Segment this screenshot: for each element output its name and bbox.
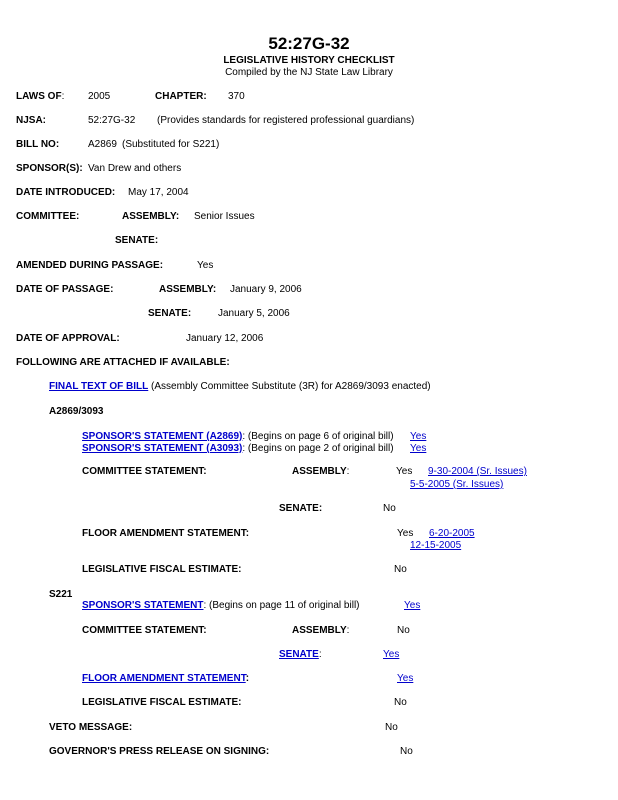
a2869-sponsor-statement-row — [82, 431, 394, 443]
s221-floor-amendment-link[interactable]: FLOOR AMENDMENT STATEMENT — [82, 673, 246, 684]
passage-assembly-value: January 9, 2006 — [230, 284, 302, 295]
bill-no-note: (Substituted for S221) — [122, 139, 220, 150]
laws-of-colon: : — [61, 91, 65, 102]
a3093-sponsor-statement-row — [82, 443, 394, 455]
date-of-approval-label: DATE OF APPROVAL: — [16, 333, 120, 344]
final-text-link[interactable]: FINAL TEXT OF BILL — [49, 381, 149, 392]
a3093-sponsor-statement-yes-link[interactable]: Yes — [410, 443, 427, 454]
committee-senate-label: SENATE: — [115, 235, 159, 246]
a2869-floor-amendment-value: Yes — [397, 528, 414, 539]
njsa-label: NJSA: — [16, 115, 47, 126]
final-text-row — [49, 381, 431, 393]
a2869-committee-assembly-value: Yes — [396, 466, 413, 477]
s221-committee-assembly-label: ASSEMBLY — [292, 625, 347, 636]
chapter-label: CHAPTER: — [155, 91, 207, 102]
a2869-fiscal-estimate-label: LEGISLATIVE FISCAL ESTIMATE: — [82, 564, 242, 575]
committee-assembly-label: ASSEMBLY: — [122, 211, 180, 222]
a2869-heading: A2869/3093 — [49, 406, 104, 417]
compiled-by: Compiled by the NJ State Law Library — [225, 67, 393, 78]
date-of-passage-label: DATE OF PASSAGE: — [16, 284, 114, 295]
committee-label: COMMITTEE: — [16, 211, 80, 222]
a3093-sponsor-statement-link[interactable]: SPONSOR'S STATEMENT (A3093) — [82, 443, 243, 454]
a2869-fiscal-estimate-value: No — [394, 564, 407, 575]
veto-message-value: No — [385, 722, 398, 733]
amended-value: Yes — [197, 260, 214, 271]
a2869-committee-senate-label: SENATE: — [279, 503, 323, 514]
a2869-sponsor-statement-yes-link[interactable]: Yes — [410, 431, 427, 442]
s221-committee-assembly-colon: : — [346, 625, 350, 636]
veto-message-label: VETO MESSAGE: — [49, 722, 133, 733]
chapter-value: 370 — [228, 91, 245, 102]
a2869-committee-assembly-label: ASSEMBLY — [292, 466, 347, 477]
amended-label: AMENDED DURING PASSAGE: — [16, 260, 164, 271]
committee-assembly-value: Senior Issues — [194, 211, 255, 222]
page-title: 52:27G-32 — [268, 34, 350, 53]
njsa-value: 52:27G-32 — [88, 115, 136, 126]
bill-no-value: A2869 — [88, 139, 117, 150]
s221-heading: S221 — [49, 589, 73, 600]
sponsors-value: Van Drew and others — [88, 163, 182, 174]
final-text-note: (Assembly Committee Substitute (3R) for A2869/3093 enacted) — [151, 381, 431, 392]
s221-floor-amendment-row — [82, 673, 249, 685]
a2869-sponsor-statement-link[interactable]: SPONSOR'S STATEMENT (A2869) — [82, 431, 243, 442]
laws-of-value: 2005 — [88, 91, 111, 102]
attachments-heading: FOLLOWING ARE ATTACHED IF AVAILABLE: — [16, 357, 230, 368]
a2869-committee-assembly — [292, 466, 349, 478]
laws-of-label: LAWS OF — [16, 91, 62, 102]
s221-committee-senate-colon: : — [318, 649, 322, 660]
a2869-sponsor-statement-text: : (Begins on page 6 of original bill) — [242, 431, 394, 442]
s221-sponsor-statement-yes-link[interactable]: Yes — [404, 600, 421, 611]
sponsors-label: SPONSOR(S): — [16, 163, 83, 174]
laws-of-row — [16, 91, 64, 103]
a2869-committee-senate-value: No — [383, 503, 396, 514]
governor-press-release-label: GOVERNOR'S PRESS RELEASE ON SIGNING: — [49, 746, 270, 757]
a2869-committee-statement-label: COMMITTEE STATEMENT: — [82, 466, 207, 477]
s221-committee-assembly-value: No — [397, 625, 410, 636]
s221-sponsor-statement-row — [82, 600, 360, 612]
date-introduced-value: May 17, 2004 — [128, 187, 189, 198]
s221-floor-amendment-colon: : — [245, 673, 250, 684]
bill-no-label: BILL NO: — [16, 139, 60, 150]
governor-press-release-value: No — [400, 746, 413, 757]
floor-amendment-link-1[interactable]: 6-20-2005 — [429, 528, 475, 539]
s221-fiscal-estimate-value: No — [394, 697, 407, 708]
s221-committee-senate-yes-link[interactable]: Yes — [383, 649, 400, 660]
s221-fiscal-estimate-label: LEGISLATIVE FISCAL ESTIMATE: — [82, 697, 242, 708]
s221-floor-amendment-yes-link[interactable]: Yes — [397, 673, 414, 684]
date-of-approval-value: January 12, 2006 — [186, 333, 264, 344]
a2869-floor-amendment-label: FLOOR AMENDMENT STATEMENT: — [82, 528, 250, 539]
committee-statement-link-2[interactable]: 5-5-2005 (Sr. Issues) — [410, 479, 504, 490]
s221-committee-assembly — [292, 625, 349, 637]
floor-amendment-link-2[interactable]: 12-15-2005 — [410, 540, 462, 551]
passage-senate-value: January 5, 2006 — [218, 308, 290, 319]
s221-committee-statement-label: COMMITTEE STATEMENT: — [82, 625, 207, 636]
checklist-subtitle: LEGISLATIVE HISTORY CHECKLIST — [223, 55, 395, 66]
passage-assembly-label: ASSEMBLY: — [159, 284, 217, 295]
a3093-sponsor-statement-text: : (Begins on page 2 of original bill) — [242, 443, 394, 454]
s221-committee-senate-link[interactable]: SENATE — [279, 649, 319, 660]
s221-sponsor-statement-text: : (Begins on page 11 of original bill) — [203, 600, 360, 611]
a2869-committee-assembly-colon: : — [346, 466, 350, 477]
s221-committee-senate — [279, 649, 322, 661]
njsa-description: (Provides standards for registered professional guardians) — [157, 115, 415, 126]
passage-senate-label: SENATE: — [148, 308, 192, 319]
date-introduced-label: DATE INTRODUCED: — [16, 187, 116, 198]
committee-statement-link-1[interactable]: 9-30-2004 (Sr. Issues) — [428, 466, 527, 477]
s221-sponsor-statement-link[interactable]: SPONSOR'S STATEMENT — [82, 600, 204, 611]
